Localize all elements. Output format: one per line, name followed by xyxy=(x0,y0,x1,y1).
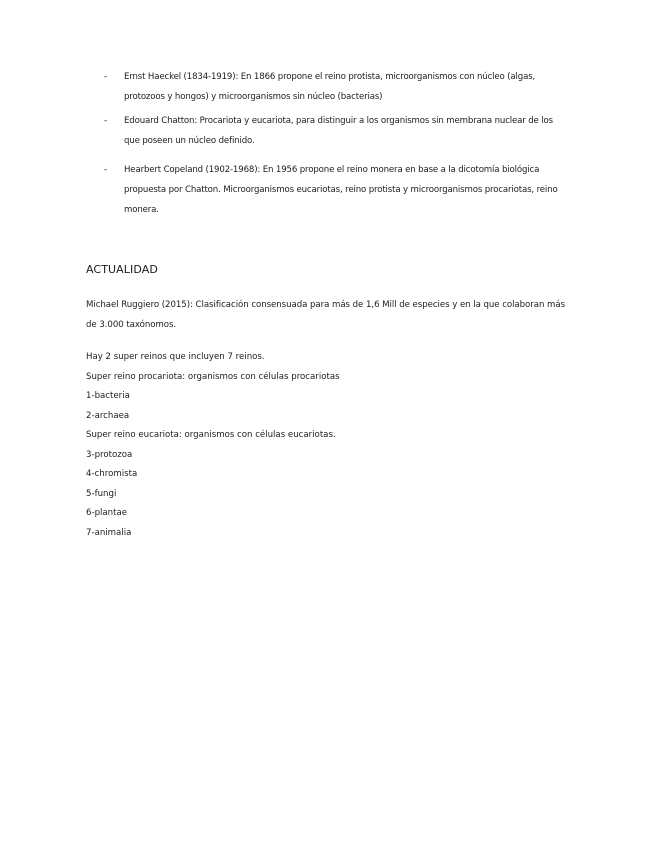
bullet-text: Ernst Haeckel (1834-1919): En 1866 propone el reino protista, microorganismos con núcleo (algas, protozoos y hongos) y microorganismos sin núcleo (bacterias) xyxy=(124,72,536,102)
bullet-haeckel xyxy=(104,67,564,107)
bullet-marker: - xyxy=(104,116,107,126)
list-line: 3-protozoa xyxy=(86,449,133,460)
bullet-marker: - xyxy=(104,72,107,82)
list-line: 4-chromista xyxy=(86,469,138,479)
bullet-chatton xyxy=(104,111,564,151)
kingdom-list xyxy=(86,348,566,543)
list-line: 1-bacteria xyxy=(86,391,130,401)
bullet-marker: - xyxy=(104,165,107,175)
list-line: 6-plantae xyxy=(86,508,128,518)
list-line: 7-animalia xyxy=(86,527,132,538)
history-bullet-list xyxy=(104,67,564,224)
list-line: 5-fungi xyxy=(86,488,117,499)
list-line: Hay 2 super reinos que incluyen 7 reinos. xyxy=(86,352,265,362)
bullet-copeland xyxy=(104,160,564,220)
list-line: Super reino eucariota: organismos con células eucariotas. xyxy=(86,430,336,440)
section-heading: ACTUALIDAD xyxy=(86,263,158,276)
list-line: Super reino procariota: organismos con células procariotas xyxy=(86,371,340,382)
bullet-text: Hearbert Copeland (1902-1968): En 1956 propone el reino monera en base a la dicotomía biológica propuesta por Chatton. Microorganismos eucariotas, reino protista y microorganismos procariotas, reino monera. xyxy=(124,165,558,215)
bullet-text: Edouard Chatton: Procariota y eucariota, para distinguir a los organismos sin membrana nuclear de los que poseen un núcleo definido. xyxy=(124,116,553,146)
intro-paragraph: Michael Ruggiero (2015): Clasificación consensuada para más de 1,6 Mill de especies y en la que colaboran más de 3.000 taxónomos. xyxy=(86,300,566,330)
list-line: 2-archaea xyxy=(86,410,130,421)
